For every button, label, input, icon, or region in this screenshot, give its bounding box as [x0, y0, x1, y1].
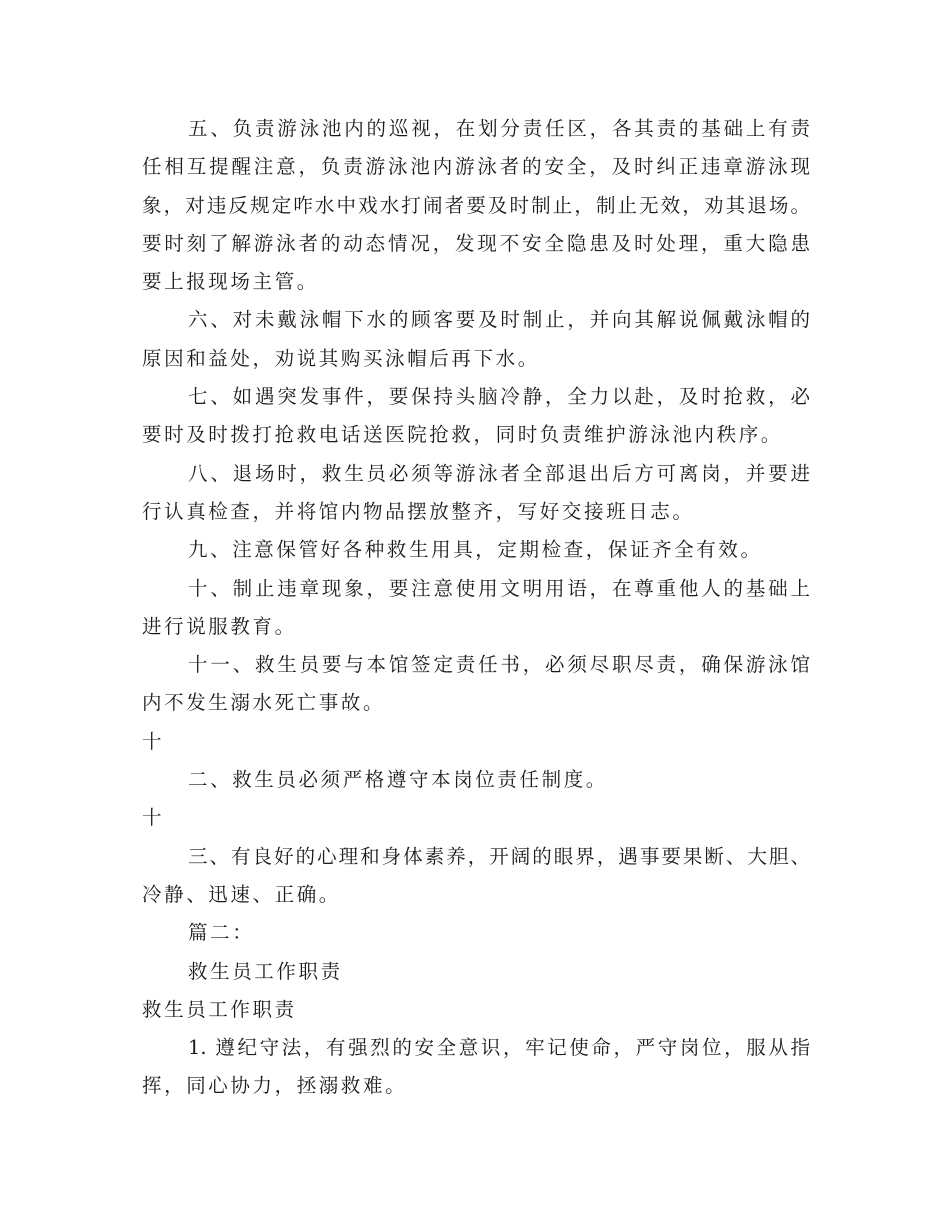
document-line: 七、如遇突发事件，要保持头脑冷静，全力以赴，及时抢救，必: [188, 385, 810, 409]
document-body: [142, 110, 810, 1106]
document-line: 象，对违反规定咋水中戏水打闹者要及时制止，制止无效，劝其退场。: [142, 193, 810, 217]
document-line: 内不发生溺水死亡事故。: [142, 691, 386, 715]
document-line: 要时刻了解游泳者的动态情况，发现不安全隐患及时处理，重大隐患: [142, 231, 810, 255]
document-line: 十、制止违章现象，要注意使用文明用语，在尊重他人的基础上: [188, 576, 810, 600]
document-line: 十一、救生员要与本馆签定责任书，必须尽职尽责，确保游泳馆: [188, 653, 810, 677]
document-line: 救生员工作职责: [142, 997, 297, 1021]
document-line: 三、有良好的心理和身体素养，开阔的眼界，遇事要果断、大胆、: [188, 844, 810, 868]
document-line: 进行说服教育。: [142, 614, 297, 638]
document-line: 任相互提醒注意，负责游泳池内游泳者的安全，及时纠正违章游泳现: [142, 155, 810, 179]
document-line: 救生员工作职责: [188, 959, 343, 983]
document-line: 原因和益处，劝说其购买泳帽后再下水。: [142, 346, 540, 370]
document-line: 1. 遵纪守法，有强烈的安全意识，牢记使命，严守岗位，服从指: [188, 1036, 810, 1060]
document-line: 二、救生员必须严格遵守本岗位责任制度。: [188, 768, 608, 792]
document-line: 冷静、迅速、正确。: [142, 882, 341, 906]
document-line: 要时及时拨打抢救电话送医院抢救，同时负责维护游泳池内秩序。: [142, 423, 783, 447]
document-line: 九、注意保管好各种救生用具，定期检查，保证齐全有效。: [188, 538, 763, 562]
document-line: 十: [142, 729, 165, 753]
document-line: 八、退场时，救生员必须等游泳者全部退出后方可离岗，并要进: [188, 461, 810, 485]
document-line: 十: [142, 806, 165, 830]
document-line: 五、负责游泳池内的巡视，在划分责任区，各其责的基础上有责: [188, 117, 810, 140]
document-line: 挥，同心协力，拯溺救难。: [142, 1074, 408, 1098]
document-line: 篇二：: [188, 921, 255, 945]
document-line: 行认真检查，并将馆内物品摆放整齐，写好交接班日志。: [142, 499, 695, 523]
document-line: 要上报现场主管。: [142, 270, 319, 294]
document-line: 六、对未戴泳帽下水的顾客要及时制止，并向其解说佩戴泳帽的: [188, 308, 810, 332]
